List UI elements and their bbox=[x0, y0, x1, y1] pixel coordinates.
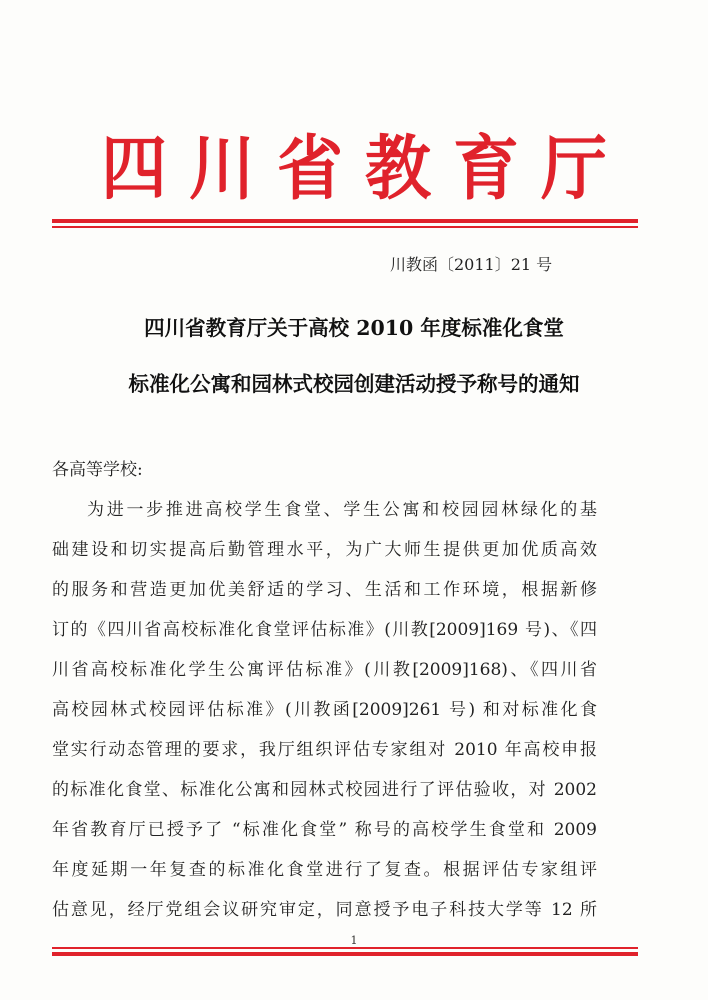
body-line: 础建设和切实提高后勤管理水平，为广大师生提供更加优质高效 bbox=[52, 540, 597, 560]
body-line: 川省高校标准化学生公寓评估标准》(川教[2009]168)、《四川省 bbox=[52, 660, 597, 680]
page-number: 1 bbox=[350, 934, 358, 947]
body-line: 堂实行动态管理的要求，我厅组织评估专家组对 2010 年高校申报 bbox=[52, 740, 597, 760]
footer-red-rule bbox=[52, 947, 638, 956]
document-number: 川教函〔2011〕21 号 bbox=[390, 255, 553, 274]
salutation: 各高等学校: bbox=[52, 460, 143, 480]
body-line: 高校园林式校园评估标准》(川教函[2009]261 号) 和对标准化食 bbox=[52, 700, 597, 720]
letterhead-red-rule bbox=[52, 219, 638, 228]
body-line: 年度延期一年复查的标准化食堂进行了复查。根据评估专家组评 bbox=[52, 860, 597, 880]
body-line: 的服务和营造更加优美舒适的学习、生活和工作环境，根据新修 bbox=[52, 580, 597, 600]
body-line: 为进一步推进高校学生食堂、学生公寓和校园园林绿化的基 bbox=[87, 500, 597, 520]
body-line: 的标准化食堂、标准化公寓和园林式校园进行了评估验收，对 2002 bbox=[52, 780, 597, 800]
body-line: 年省教育厅已授予了 “标准化食堂” 称号的高校学生食堂和 2009 bbox=[52, 820, 597, 840]
notice-title-line-1: 四川省教育厅关于高校 2010 年度标准化食堂 bbox=[144, 316, 564, 340]
body-line: 订的《四川省高校标准化食堂评估标准》(川教[2009]169 号)、《四 bbox=[52, 620, 597, 640]
body-line: 估意见，经厅党组会议研究审定，同意授予电子科技大学等 12 所 bbox=[52, 900, 597, 920]
org-letterhead-title: 四川省教育厅 bbox=[101, 126, 629, 210]
notice-title-line-2: 标准化公寓和园林式校园创建活动授予称号的通知 bbox=[128, 372, 580, 396]
